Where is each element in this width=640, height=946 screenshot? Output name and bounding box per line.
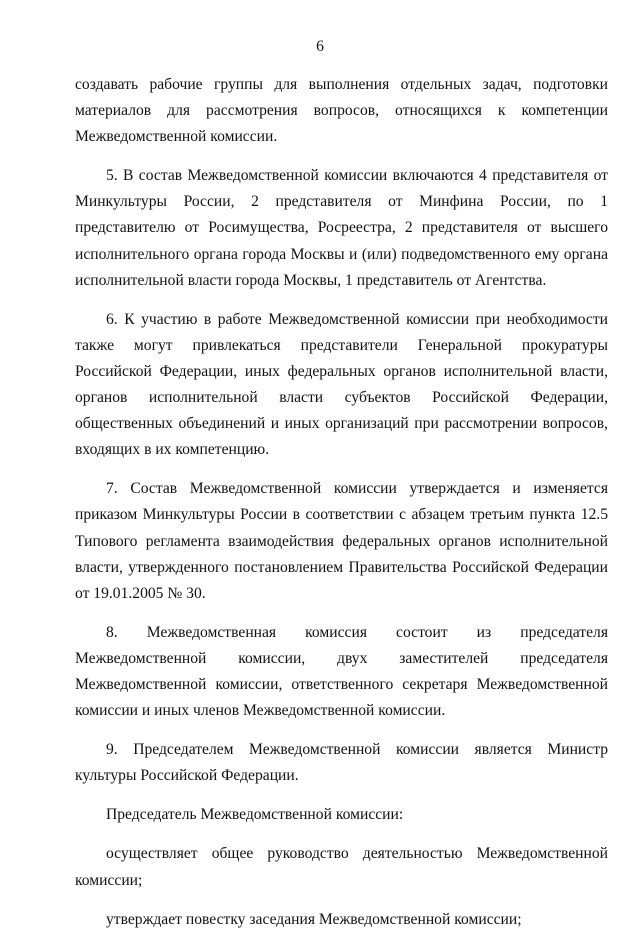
paragraph-chairman-duty-1: осуществляет общее руководство деятельностью Межведомственной комиссии; bbox=[75, 845, 608, 889]
document-body bbox=[75, 72, 608, 946]
paragraph-chairman-duty-2: утверждает повестку заседания Межведомственной комиссии; bbox=[106, 910, 522, 928]
paragraph-continuation: создавать рабочие группы для выполнения отдельных задач, подготовки материалов для рассмотрения вопросов, относящихся к компетенции Межведомственной комиссии. bbox=[75, 76, 608, 146]
paragraph-item-8: 8. Межведомственная комиссия состоит из председателя Межведомственной комиссии, двух заместителей председателя Межведомственной комиссии, ответственного секретаря Межведомственной комиссии и иных членов Межведомственной комиссии. bbox=[75, 623, 608, 720]
paragraph-item-7: 7. Состав Межведомственной комиссии утверждается и изменяется приказом Минкультуры России в соответствии с абзацем третьим пункта 12.5 Типового регламента взаимодействия федеральных органов исполнительной власти, утвержденного постановлением Правительства Российской Федерации от 19.01.2005 № 30. bbox=[75, 480, 608, 602]
paragraph-item-6: 6. К участию в работе Межведомственной комиссии при необходимости также могут привлекаться представители Генеральной прокуратуры Российской Федерации, иных федеральных органов исполнительной власти, органов исполнительной власти субъектов Российской Федерации, общественных объединений и иных организаций при рассмотрении вопросов, входящих в их компетенцию. bbox=[75, 310, 608, 459]
paragraph-item-5: 5. В состав Межведомственной комиссии включаются 4 представителя от Минкультуры России, 2 представителя от Минфина России, по 1 представителю от Росимущества, Росреестра, 2 представителя от высшего исполнительного органа города Москвы и (или) подведомственного ему органа исполнительной власти города Москвы, 1 представитель от Агентства. bbox=[75, 167, 608, 289]
page-number: 6 bbox=[316, 38, 324, 55]
paragraph-item-9: 9. Председателем Межведомственной комиссии является Министр культуры Российской Федерации. bbox=[75, 741, 608, 785]
paragraph-chairman-heading: Председатель Межведомственной комиссии: bbox=[106, 806, 404, 824]
